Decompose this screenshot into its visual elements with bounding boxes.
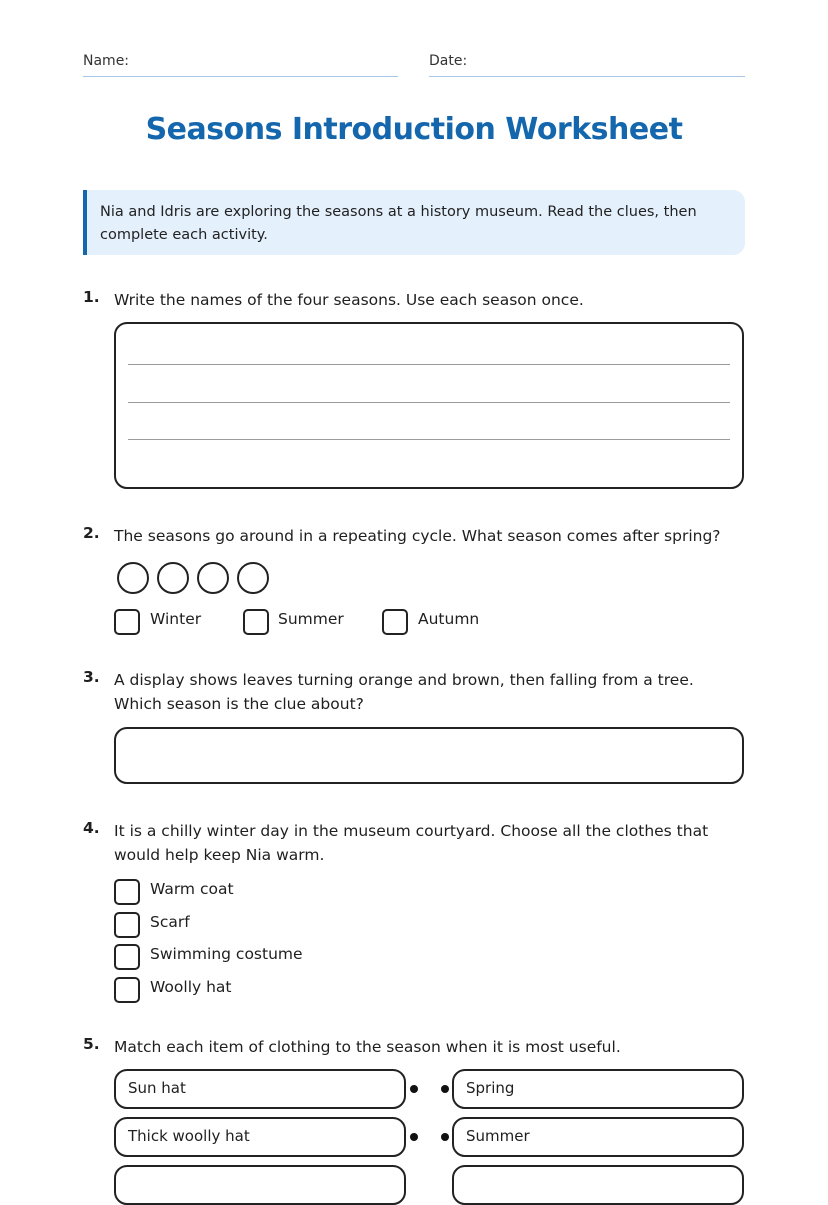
question-text: It is a chilly winter day in the museum courtyard. Choose all the clothes that would help keep Nia warm.	[114, 822, 709, 864]
answer-line	[128, 402, 730, 403]
answer-box[interactable]	[114, 727, 744, 784]
date-label: Date:	[429, 53, 468, 69]
match-left-item[interactable]	[114, 1165, 406, 1205]
name-label: Name:	[83, 53, 130, 69]
answer-line	[128, 364, 730, 365]
option-label: Summer	[278, 610, 344, 628]
name-field[interactable]	[83, 50, 398, 77]
option-checkbox[interactable]	[114, 944, 140, 970]
option-checkbox[interactable]	[114, 977, 140, 1003]
answer-line	[128, 439, 730, 440]
match-dot[interactable]	[410, 1133, 418, 1141]
option-label: Woolly hat	[150, 978, 232, 996]
question-number: 4.	[83, 819, 100, 837]
option-label: Winter	[150, 610, 202, 628]
match-left-item[interactable]: Sun hat	[114, 1069, 406, 1109]
answer-circle[interactable]	[237, 562, 269, 594]
question-number: 2.	[83, 524, 100, 542]
question-text: A display shows leaves turning orange and brown, then falling from a tree. Which season is the clue about?	[114, 671, 694, 713]
question-number: 3.	[83, 668, 100, 686]
option-label: Autumn	[418, 610, 480, 628]
option-checkbox[interactable]	[114, 609, 140, 635]
match-dot[interactable]	[410, 1085, 418, 1093]
match-dot[interactable]	[441, 1133, 449, 1141]
answer-lines-box[interactable]	[114, 322, 744, 489]
option-label: Scarf	[150, 913, 190, 931]
intro-callout: Nia and Idris are exploring the seasons at a history museum. Read the clues, then complete each activity.	[83, 190, 745, 255]
question-text: Write the names of the four seasons. Use each season once.	[114, 291, 584, 309]
question-text: Match each item of clothing to the season when it is most useful.	[114, 1038, 621, 1056]
match-right-item[interactable]: Summer	[452, 1117, 744, 1157]
match-right-item[interactable]	[452, 1165, 744, 1205]
date-field[interactable]	[429, 50, 745, 77]
match-left-item[interactable]: Thick woolly hat	[114, 1117, 406, 1157]
match-dot[interactable]	[441, 1085, 449, 1093]
answer-circle[interactable]	[197, 562, 229, 594]
option-checkbox[interactable]	[382, 609, 408, 635]
match-right-item[interactable]: Spring	[452, 1069, 744, 1109]
option-label: Swimming costume	[150, 945, 303, 963]
option-checkbox[interactable]	[243, 609, 269, 635]
option-checkbox[interactable]	[114, 912, 140, 938]
answer-circle[interactable]	[117, 562, 149, 594]
question-number: 1.	[83, 288, 100, 306]
answer-circle[interactable]	[157, 562, 189, 594]
option-checkbox[interactable]	[114, 879, 140, 905]
question-text: The seasons go around in a repeating cycle. What season comes after spring?	[114, 527, 721, 545]
question-number: 5.	[83, 1035, 100, 1053]
page-title: Seasons Introduction Worksheet	[145, 112, 683, 147]
option-label: Warm coat	[150, 880, 234, 898]
